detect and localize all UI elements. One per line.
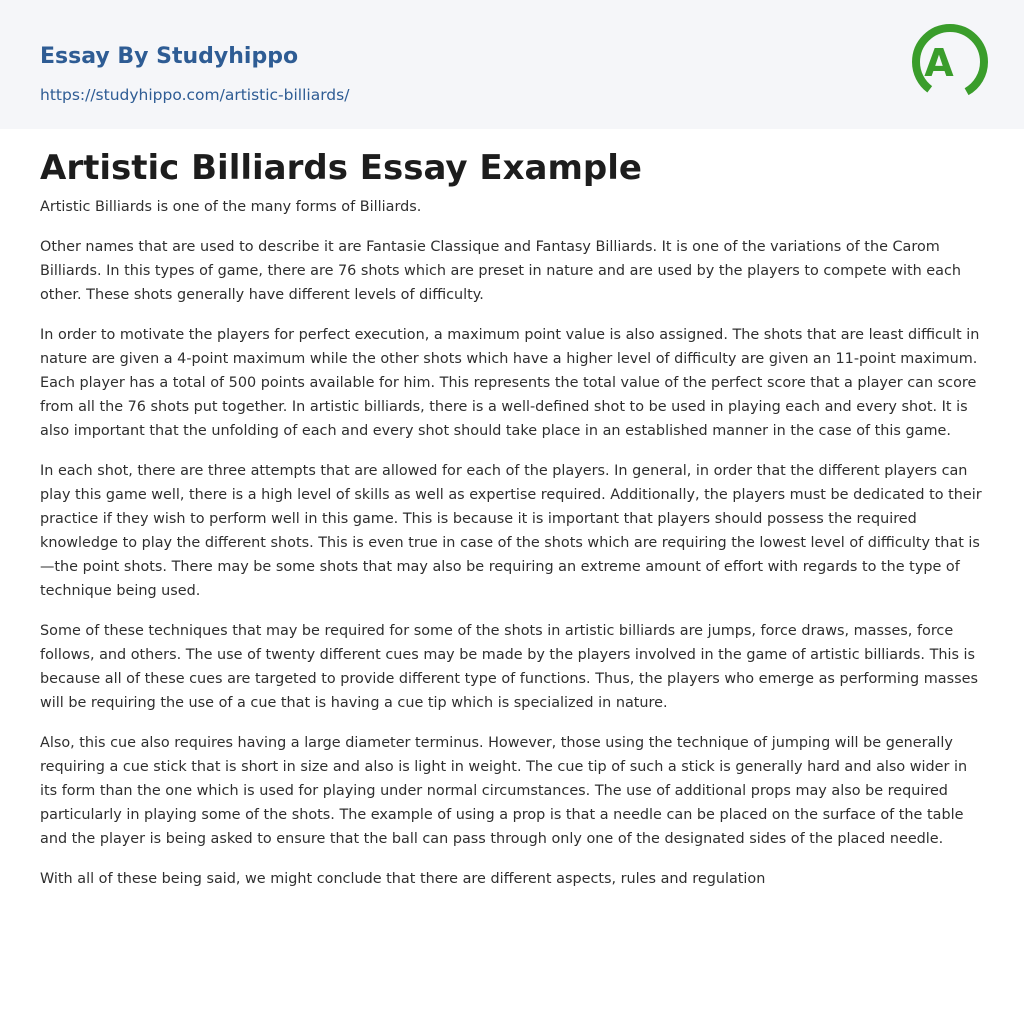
essay-paragraph: Other names that are used to describe it are Fantasie Classique and Fantasy Billiards. It is one of the variations of the Carom Billiards. In this types of game, there are 76 shots which are preset in nature and are used by the players to compete with each other. These shots generally have different levels of difficulty. [40,239,961,303]
essay-paragraph: Also, this cue also requires having a large diameter terminus. However, those using the technique of jumping will be generally requiring a cue stick that is short in size and also is light in weight. The cue tip of such a stick is generally hard and also wider in its form than the one which is used for playing under normal circumstances. The use of additional props may also be required particularly in playing some of the shots. The example of using a prop is that a needle can be placed on the surface of the table and the player is being asked to ensure that the ball can pass through only one of the designated sides of the placed needle. [40,735,968,847]
essay-paragraph: In each shot, there are three attempts that are allowed for each of the players. In general, in order that the different players can play this game well, there is a high level of skills as well as expertise required. Additionally, the players must be dedicated to their practice if they wish to perform well in this game. This is because it is important that players should possess the required knowledge to play the different shots. This is even true in case of the shots which are requiring the lowest level of difficulty that is—the point shots. There may be some shots that may also be requiring an extreme amount of effort with regards to the type of technique being used. [40,463,982,599]
essay-paragraph: Artistic Billiards is one of the many forms of Billiards. [40,199,422,215]
essay-body [40,195,984,907]
logo-letter: A [924,41,954,85]
essay-paragraph: With all of these being said, we might conclude that there are different aspects, rules and regulation [40,871,766,887]
brand-title[interactable]: Essay By Studyhippo [40,44,299,69]
page-title: Artistic Billiards Essay Example [40,148,642,188]
essay-url-link[interactable]: https://studyhippo.com/artistic-billiards/ [40,86,350,104]
essay-paragraph: Some of these techniques that may be required for some of the shots in artistic billiards are jumps, force draws, masses, force follows, and others. The use of twenty different cues may be made by the players involved in the game of artistic billiards. This is because all of these cues are targeted to provide different type of functions. Thus, the players who emerge as performing masses will be requiring the use of a cue that is having a cue tip which is specialized in nature. [40,623,978,711]
site-header [0,0,1024,129]
studyhippo-logo-icon[interactable] [912,18,988,106]
essay-paragraph: In order to motivate the players for perfect execution, a maximum point value is also assigned. The shots that are least difficult in nature are given a 4-point maximum while the other shots which have a higher level of difficulty are given an 11-point maximum. Each player has a total of 500 points available for him. This represents the total value of the perfect score that a player can score from all the 76 shots put together. In artistic billiards, there is a well-defined shot to be used in playing each and every shot. It is also important that the unfolding of each and every shot should take place in an established manner in the case of this game. [40,327,980,439]
